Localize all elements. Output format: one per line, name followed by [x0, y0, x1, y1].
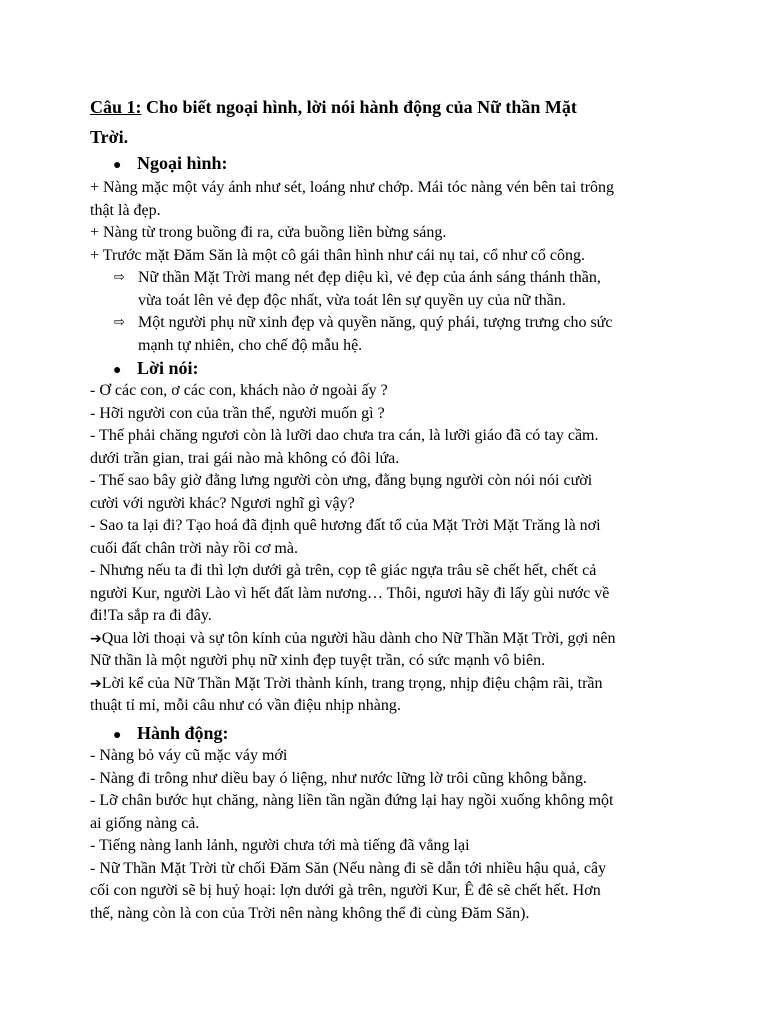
heading-ngoai-hinh — [113, 152, 228, 177]
text-line: cuối đất chân trời này rồi cơ mà. — [90, 539, 298, 557]
text-line: - Nàng đi trông như diều bay ó liệng, như nước lững lờ trôi cũng không bằng. — [90, 769, 587, 787]
text-line: thật là đẹp. — [90, 201, 161, 219]
ngoai-hinh-lines — [90, 177, 690, 267]
question-title — [90, 92, 680, 152]
bullet-icon: ● — [113, 728, 122, 743]
text-line: Nữ thần là một người phụ nữ xinh đẹp tuyệt trần, có sức mạnh vô biên. — [90, 652, 546, 669]
arrow-item-text: Một người phụ nữ xinh đẹp và quyền năng, quý phái, tượng trưng cho sức — [138, 314, 613, 331]
text-line: thế, nàng còn là con của Trời nên nàng không thể đi cùng Đăm Săn). — [90, 904, 530, 922]
text-line: - Nữ Thần Mặt Trời từ chối Đăm Săn (Nếu nàng đi sẽ dẫn tới nhiều hậu quả, cây — [90, 859, 607, 877]
text-line: - Thế phải chăng ngươi còn là lưỡi dao chưa tra cán, là lưỡi giáo đã có tay cầm. — [90, 427, 599, 444]
heading-text: Hành động: — [137, 723, 229, 743]
hollow-arrow-icon: ⇨ — [114, 270, 125, 285]
text-line: - Sao ta lại đi? Tạo hoá đã định quê hương đất tổ của Mặt Trời Mặt Trăng là nơi — [90, 517, 601, 534]
text-line: người Kur, người Lào vì hết đất làm nương… Thôi, ngươi hãy đi lấy gùi nước về — [90, 584, 610, 602]
bullet-icon: ● — [113, 363, 122, 378]
hollow-arrow-icon: ⇨ — [114, 315, 125, 330]
question-label: Câu 1: — [90, 97, 142, 117]
question-text-cont: Trời. — [90, 127, 129, 147]
text-line: - Thế sao bây giờ đằng lưng người còn ưng, đằng bụng người còn nói nói cười — [90, 472, 593, 489]
hanh-dong-lines — [90, 745, 690, 925]
arrow-item — [114, 312, 684, 357]
text-line: - Nàng bỏ váy cũ mặc váy mới — [90, 747, 288, 764]
text-line: - Tiếng nàng lanh lảnh, người chưa tới mà tiếng đã vẳng lại — [90, 837, 470, 854]
text-line: - Lỡ chân bước hụt chăng, nàng liền tần ngần đứng lại hay ngồi xuống không một — [90, 792, 614, 809]
bold-arrow-icon: ➔ — [90, 630, 102, 647]
arrow-item-text: vừa toát lên vẻ đẹp độc nhất, vừa toát lên sự quyền uy của nữ thần. — [138, 291, 566, 309]
text-line: + Trước mặt Đăm Săn là một cô gái thân hình như cái nụ tai, cổ như cổ công. — [90, 246, 585, 264]
ngoai-hinh-arrow-list — [114, 267, 684, 357]
loi-noi-lines — [90, 380, 690, 718]
bullet-icon: ● — [113, 158, 122, 173]
text-line: - Ơ các con, ơ các con, khách nào ở ngoài ấy ? — [90, 382, 388, 399]
arrow-item-text: Nữ thần Mặt Trời mang nét đẹp diệu kì, vẻ đẹp của ánh sáng thánh thần, — [138, 269, 601, 286]
text-line: cối con người sẽ bị huỷ hoại: lợn dưới gà trên, người Kur, Ê đê sẽ chết hết. Hơn — [90, 882, 601, 899]
conclusion-text: Qua lời thoại và sự tôn kính của người hầu dành cho Nữ Thần Mặt Trời, gợi nên — [101, 629, 616, 647]
heading-text: Lời nói: — [137, 358, 199, 378]
arrow-item-text: mạnh tự nhiên, cho chế độ mẫu hệ. — [138, 336, 363, 354]
arrow-item — [114, 267, 684, 312]
question-text: Cho biết ngoại hình, lời nói hành động của Nữ thần Mặt — [141, 97, 577, 117]
text-line: thuật tỉ mỉ, mỗi câu như có vần điệu nhịp nhàng. — [90, 697, 401, 714]
text-line: - Nhưng nếu ta đi thì lợn dưới gà trên, cọp tê giác ngựa trâu sẽ chết hết, chết cả — [90, 562, 597, 579]
heading-text: Ngoại hình: — [137, 153, 228, 173]
text-line: cười với người khác? Ngươi nghĩ gì vậy? — [90, 494, 355, 512]
conclusion-text: Lời kể của Nữ Thần Mặt Trời thành kính, trang trọng, nhịp điệu chậm rãi, trần — [101, 674, 603, 692]
text-line: ai giống nàng cả. — [90, 814, 200, 832]
text-line: + Nàng từ trong buồng đi ra, cửa buồng liền bừng sáng. — [90, 224, 447, 241]
bold-arrow-icon: ➔ — [90, 675, 102, 692]
heading-loi-noi — [113, 357, 198, 382]
heading-hanh-dong — [113, 722, 229, 747]
text-line: dưới trần gian, trai gái nào mà không có đôi lứa. — [90, 449, 400, 467]
conclusion-line — [90, 628, 690, 651]
conclusion-line — [90, 673, 690, 696]
text-line: + Nàng mặc một váy ánh như sét, loáng như chớp. Mái tóc nàng vén bên tai trông — [90, 179, 615, 196]
text-line: đi!Ta sắp ra đi đây. — [90, 607, 212, 624]
text-line: - Hỡi người con của trần thế, người muốn gì ? — [90, 404, 385, 422]
